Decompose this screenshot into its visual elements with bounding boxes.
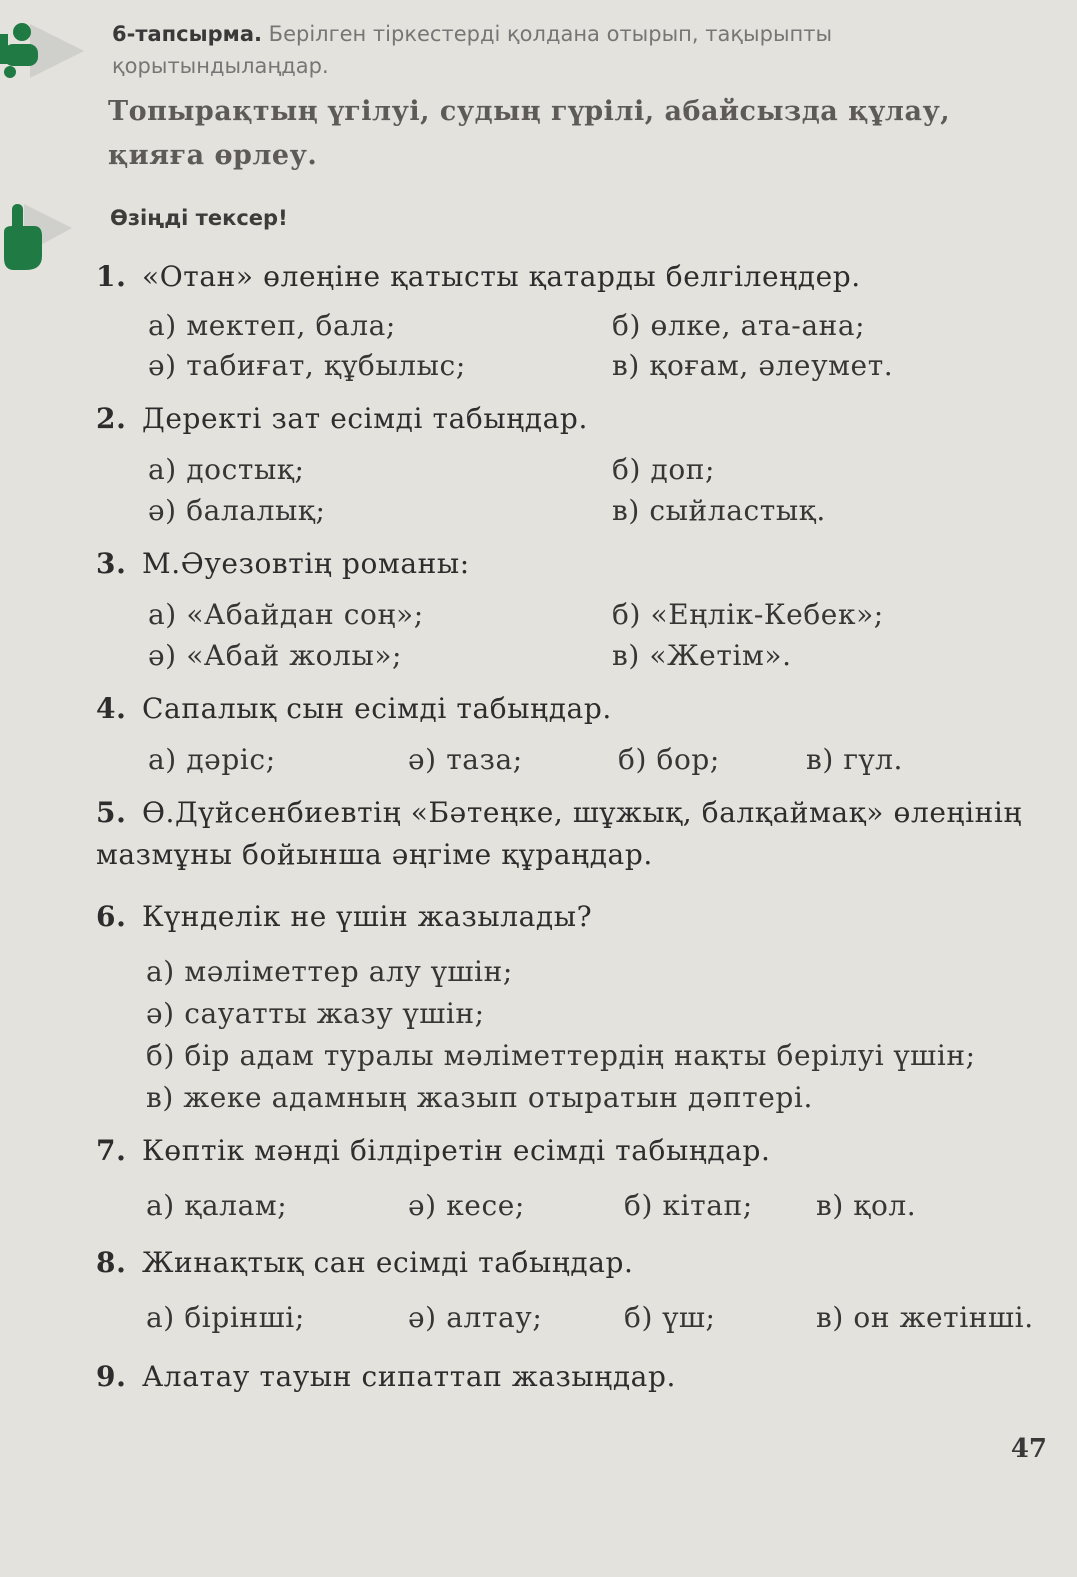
self-check-title: Өзіңді тексер! [110, 206, 288, 230]
question-text: М.Әуезовтің романы: [142, 547, 470, 580]
task-instruction: Берілген тіркестерді қолдана отырып, тақырыпты қорытындылаңдар. [112, 22, 833, 78]
answer-option[interactable]: ә) алтау; [408, 1301, 543, 1334]
question-text: Сапалық сын есімді табыңдар. [142, 692, 612, 725]
question-7 [96, 1130, 771, 1172]
answer-option[interactable]: б) бор; [618, 743, 720, 776]
question-text: Алатау тауын сипаттап жазыңдар. [142, 1360, 677, 1393]
answer-option[interactable]: ә) балалық; [148, 494, 326, 527]
answer-option[interactable]: а) бірінші; [146, 1301, 305, 1334]
question-text: Деректі зат есімді табыңдар. [142, 402, 588, 435]
question-text: Жинақтық сан есімді табыңдар. [142, 1246, 634, 1279]
answer-option[interactable]: б) доп; [612, 453, 716, 486]
question-6 [96, 896, 592, 938]
question-1 [96, 256, 861, 298]
question-5 [96, 792, 1036, 876]
answer-option[interactable]: а) достық; [148, 453, 305, 486]
question-3 [96, 543, 470, 585]
question-text: Көптік мәнді білдіретін есімді табыңдар. [142, 1134, 771, 1167]
question-number: 1. [96, 260, 127, 293]
answer-option[interactable]: а) қалам; [146, 1189, 288, 1222]
question-number: 9. [96, 1360, 127, 1393]
question-text: Күнделік не үшін жазылады? [142, 900, 593, 933]
question-text: «Отан» өлеңіне қатысты қатарды белгілеңдер. [142, 260, 861, 293]
question-number: 7. [96, 1134, 127, 1167]
question-9 [96, 1356, 676, 1398]
question-number: 4. [96, 692, 127, 725]
question-number: 6. [96, 900, 127, 933]
answer-option[interactable]: а) дәріс; [148, 743, 276, 776]
question-2 [96, 398, 588, 440]
answer-option[interactable]: ә) табиғат, құбылыс; [148, 349, 466, 382]
answer-option[interactable]: в) сыйластық. [612, 494, 826, 527]
question-4 [96, 688, 612, 730]
answer-option[interactable]: б) өлке, ата-ана; [612, 309, 866, 342]
answer-option[interactable]: в) жеке адамның жазып отыратын дәптері. [146, 1081, 813, 1114]
answer-option[interactable]: в) гүл. [806, 743, 903, 776]
answer-option[interactable]: в) қоғам, әлеумет. [612, 349, 894, 382]
question-text: Ө.Дүйсенбиевтің «Бәтеңке, шұжық, балқаймақ» өлеңінің мазмұны бойынша әңгіме құраңдар. [96, 796, 1023, 871]
answer-option[interactable]: ә) кесе; [408, 1189, 525, 1222]
answer-option[interactable]: ә) «Абай жолы»; [148, 639, 403, 672]
answer-option[interactable]: а) мәліметтер алу үшін; [146, 955, 513, 988]
page-number: 47 [1010, 1434, 1047, 1464]
question-number: 3. [96, 547, 127, 580]
question-number: 5. [96, 796, 127, 829]
answer-option[interactable]: б) кітап; [624, 1189, 753, 1222]
task-6-heading [112, 18, 1042, 82]
answer-option[interactable]: б) үш; [624, 1301, 716, 1334]
question-number: 8. [96, 1246, 127, 1279]
answer-option[interactable]: в) он жетінші. [816, 1301, 1034, 1334]
task-phrases: Топырақтың үгілуі, судың гүрілі, абайсызда құлау, қияға өрлеу. [108, 96, 951, 171]
answer-option[interactable]: а) «Абайдан соң»; [148, 598, 424, 631]
answer-option[interactable]: б) бір адам туралы мәліметтердің нақты берілуі үшін; [146, 1039, 976, 1072]
answer-option[interactable]: в) «Жетім». [612, 639, 792, 672]
answer-option[interactable]: а) мектеп, бала; [148, 309, 396, 342]
answer-option[interactable]: в) қол. [816, 1189, 917, 1222]
task-number: 6-тапсырма. [112, 22, 262, 46]
question-number: 2. [96, 402, 127, 435]
answer-option[interactable]: ә) сауатты жазу үшін; [146, 997, 485, 1030]
answer-option[interactable]: б) «Еңлік-Кебек»; [612, 598, 884, 631]
question-8 [96, 1242, 634, 1284]
answer-option[interactable]: ә) таза; [408, 743, 523, 776]
hand-pointer-icon [0, 196, 72, 276]
people-icon [0, 14, 84, 88]
